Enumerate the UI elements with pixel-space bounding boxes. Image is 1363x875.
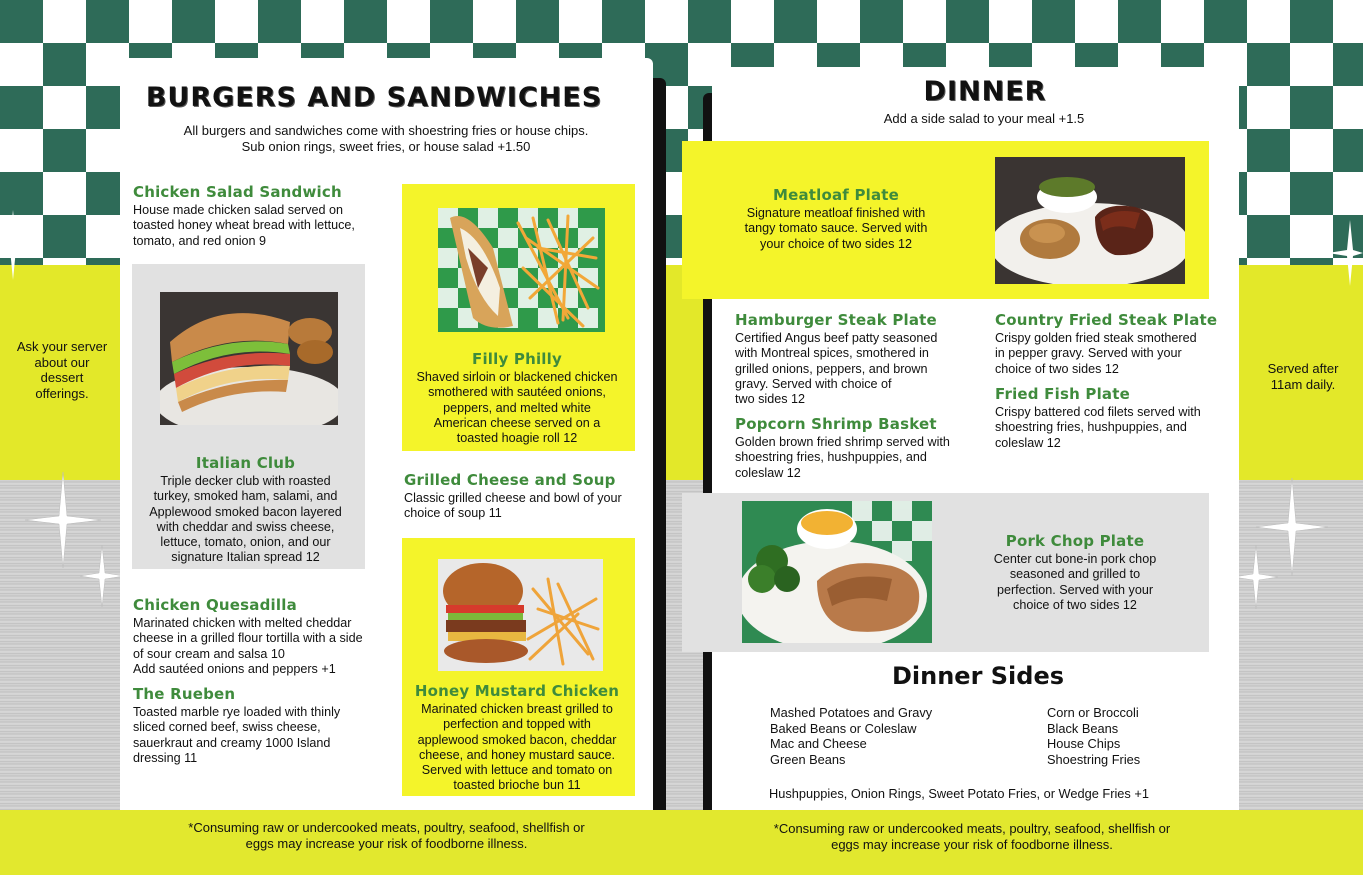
item-name: Hamburger Steak Plate	[735, 311, 937, 329]
side-item: Mashed Potatoes and Gravy	[770, 705, 933, 720]
menu-item-country-fried-steak	[995, 311, 1235, 377]
item-description: Marinated chicken with melted cheddar cheese in a grilled flour tortilla with a side of sour cream and salsa 10 Add sautéed onions and peppers +1	[133, 616, 363, 676]
menu-item-popcorn-shrimp	[735, 415, 980, 481]
item-name: Pork Chop Plate	[1005, 532, 1145, 550]
burger-photo	[438, 559, 603, 671]
item-description: Marinated chicken breast grilled to perfection and topped with applewood smoked bacon, cheddar cheese, and honey mustard sauce. Served with lettuce and tomato on toasted brioche bun 11	[417, 702, 617, 793]
menu-item-chicken-salad	[133, 183, 393, 249]
item-name: Fried Fish Plate	[995, 385, 1130, 403]
meatloaf-photo	[995, 157, 1185, 284]
philly-sandwich-photo	[438, 208, 605, 332]
food-safety-disclaimer: *Consuming raw or undercooked meats, poultry, seafood, shellfish or eggs may increase your risk of foodborne illness.	[773, 821, 1171, 852]
sparkle-icon	[80, 545, 124, 607]
item-name: Chicken Quesadilla	[133, 596, 297, 614]
menu-item-italian-club	[132, 454, 359, 566]
item-description: Shaved sirloin or blackened chicken smothered with sautéed onions, peppers, and melted white American cheese served on a toasted hoagie roll 12	[416, 370, 618, 446]
side-item: Mac and Cheese	[770, 736, 867, 751]
dinner-sides-column-2	[1047, 705, 1227, 767]
item-description: Triple decker club with roasted turkey, smoked ham, salami, and Applewood smoked bacon layered with cheddar and swiss cheese, lettuce, tomato, onion, and our signature Italian spread 12	[149, 474, 342, 565]
side-item: Black Beans	[1047, 720, 1119, 736]
menu-item-fried-fish	[995, 385, 1235, 451]
side-item: House Chips	[1047, 736, 1121, 751]
item-description: Toasted marble rye loaded with thinly sliced corned beef, swiss cheese, sauerkraut and creamy 1000 Island dressing 11	[133, 705, 341, 765]
page-title: BURGERS AND SANDWICHES	[145, 82, 603, 113]
dessert-side-note: Ask your server about our dessert offerings.	[16, 339, 108, 401]
item-name: Popcorn Shrimp Basket	[735, 415, 937, 433]
club-sandwich-photo	[160, 292, 338, 425]
side-item: Baked Beans or Coleslaw	[770, 720, 917, 736]
page-subtitle: Add a side salad to your meal +1.5	[883, 111, 1085, 126]
food-safety-disclaimer: *Consuming raw or undercooked meats, poultry, seafood, shellfish or eggs may increase your risk of foodborne illness.	[188, 820, 585, 851]
pork-chop-photo	[742, 501, 932, 643]
dinner-sides-title: Dinner Sides	[891, 662, 1065, 690]
dinner-hours-side-note: Served after 11am daily.	[1267, 361, 1339, 392]
item-name: Meatloaf Plate	[772, 186, 900, 204]
menu-item-meatloaf	[716, 186, 956, 252]
item-description: Center cut bone-in pork chop seasoned and grilled to perfection. Served with your choice of two sides 12	[993, 552, 1157, 612]
page-subtitle: All burgers and sandwiches come with shoestring fries or house chips. Sub onion rings, sweet fries, or house salad +1.50	[183, 123, 589, 154]
menu-item-filly-philly	[402, 350, 632, 446]
side-item: Green Beans	[770, 751, 846, 767]
item-description: Crispy battered cod filets served with shoestring fries, hushpuppies, and coleslaw 12	[995, 405, 1201, 450]
side-item: Shoestring Fries	[1047, 751, 1141, 767]
item-description: Crispy golden fried steak smothered in pepper gravy. Served with your choice of two sides 12	[995, 331, 1197, 376]
menu-item-hamburger-steak	[735, 311, 975, 407]
menu-item-rueben	[133, 685, 393, 766]
menu-item-honey-mustard	[402, 682, 632, 794]
item-name: Honey Mustard Chicken	[414, 682, 620, 700]
item-name: Country Fried Steak Plate	[995, 311, 1218, 329]
side-item: Corn or Broccoli	[1047, 705, 1139, 720]
menu-item-chicken-quesadilla	[133, 596, 403, 677]
item-description: Certified Angus beef patty seasoned with Montreal spices, smothered in grilled onions, peppers, and brown gravy. Served with choice of two sides 12	[735, 331, 938, 407]
sparkle-icon	[0, 210, 26, 280]
item-description: Classic grilled cheese and bowl of your choice of soup 11	[404, 491, 622, 521]
item-name: Filly Philly	[472, 350, 562, 368]
page-title: DINNER	[923, 76, 1047, 107]
menu-item-grilled-cheese	[404, 471, 644, 522]
item-description: House made chicken salad served on toasted honey wheat bread with lettuce, tomato, and red onion 9	[133, 203, 355, 248]
menu-item-pork-chop	[975, 532, 1175, 613]
sides-upcharge-note: Hushpuppies, Onion Rings, Sweet Potato Fries, or Wedge Fries +1	[769, 786, 1149, 801]
dinner-sides-column-1	[770, 705, 1010, 767]
item-name: The Rueben	[133, 685, 236, 703]
item-description: Golden brown fried shrimp served with shoestring fries, hushpuppies, and coleslaw 12	[735, 435, 950, 480]
item-name: Grilled Cheese and Soup	[404, 471, 616, 489]
item-name: Chicken Salad Sandwich	[133, 183, 342, 201]
item-name: Italian Club	[195, 454, 296, 472]
page-shadow	[653, 78, 666, 810]
sparkle-icon	[1328, 220, 1363, 286]
item-description: Signature meatloaf finished with tangy tomato sauce. Served with your choice of two sides 12	[744, 206, 928, 251]
sparkle-icon	[1234, 545, 1278, 609]
